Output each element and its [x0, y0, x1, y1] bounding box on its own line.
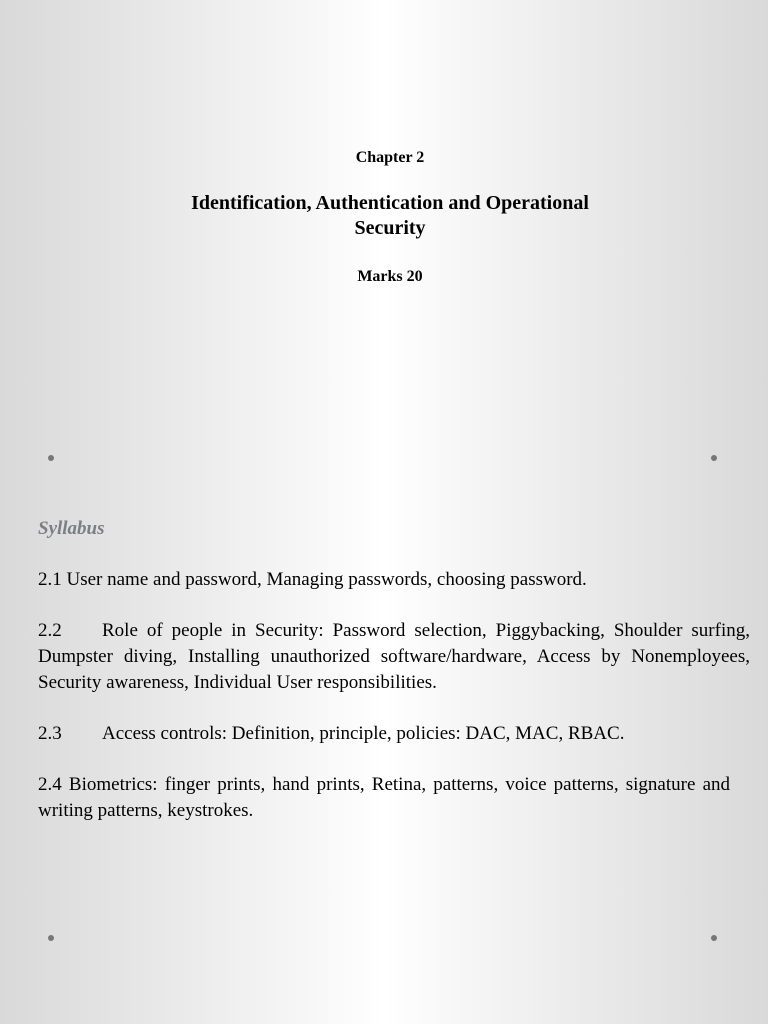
item-text: Biometrics: finger prints, hand prints, Retina, patterns, voice patterns, signature and writing patterns, keystrokes. [38, 774, 730, 821]
syllabus-item-2-3 [38, 721, 750, 747]
slide-syllabus [0, 480, 768, 1024]
chapter-title [140, 191, 640, 241]
item-number: 2.3 [38, 723, 62, 744]
bullet-dot-icon [711, 935, 717, 941]
bullet-dot-icon [711, 455, 717, 461]
item-text: Access controls: Definition, principle, policies: DAC, MAC, RBAC. [102, 723, 625, 744]
slide-title [0, 0, 768, 480]
chapter-label: Chapter 2 [355, 149, 425, 166]
bullet-dot-icon [48, 455, 54, 461]
chapter-title-line-1: Identification, Authentication and Operational [191, 192, 589, 214]
marks-label: Marks 20 [357, 268, 423, 285]
item-number: 2.4 [38, 774, 62, 795]
syllabus-item-2-4 [38, 772, 730, 824]
syllabus-item-2-2 [38, 618, 750, 696]
item-number: 2.2 [38, 620, 62, 641]
item-text: User name and password, Managing passwords, choosing password. [66, 569, 587, 590]
syllabus-item-2-1 [38, 567, 750, 593]
item-number: 2.1 [38, 569, 62, 590]
chapter-title-line-2: Security [354, 217, 426, 239]
item-text: Role of people in Security: Password selection, Piggybacking, Shoulder surfing, Dumpster diving, Installing unauthorized software/hardware, Access by Nonemployees, Security awareness, Individual User responsibilities. [38, 620, 750, 693]
bullet-dot-icon [48, 935, 54, 941]
syllabus-heading: Syllabus [38, 518, 105, 539]
